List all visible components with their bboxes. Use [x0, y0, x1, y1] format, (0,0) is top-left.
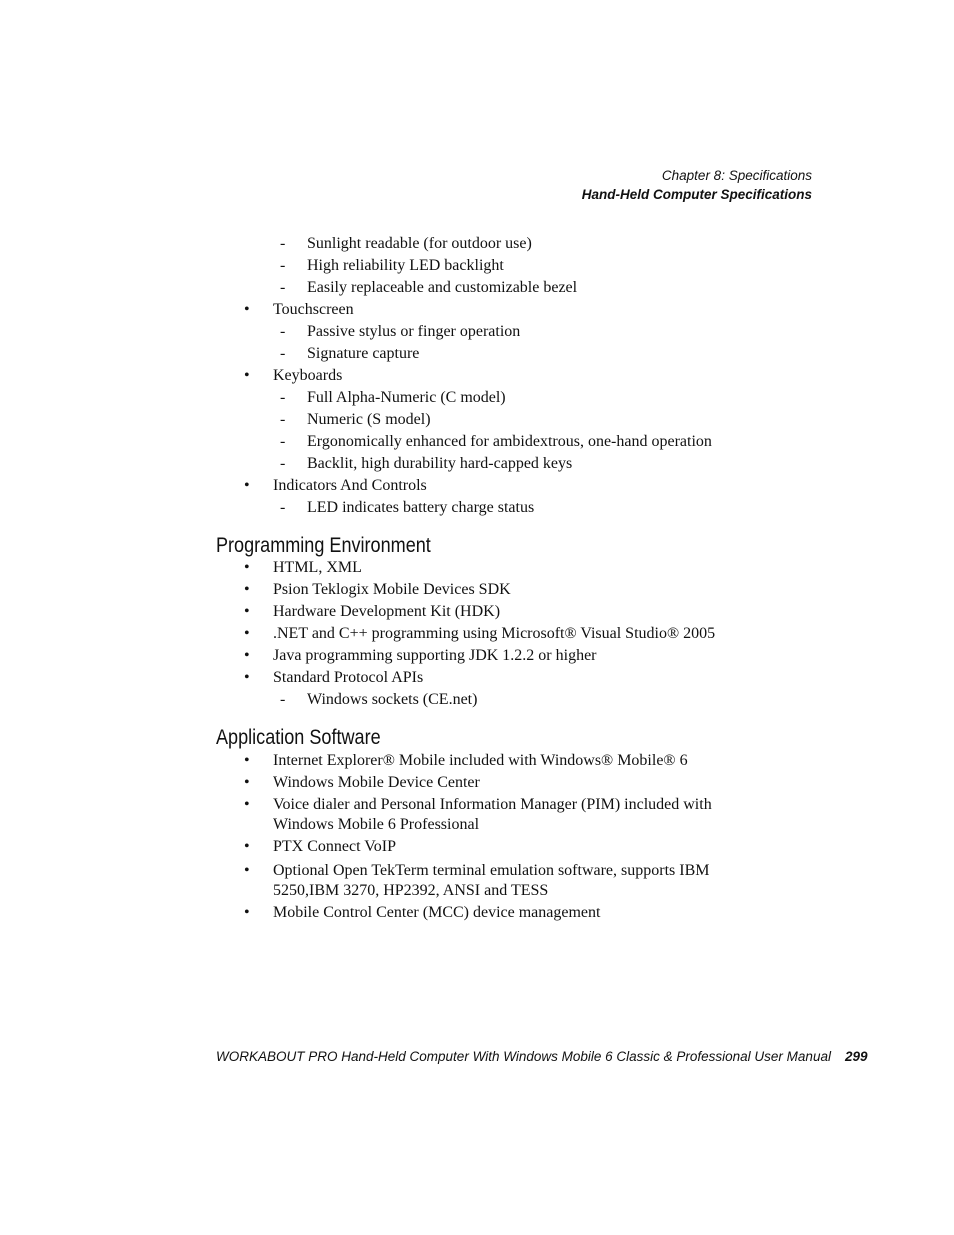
list-item: • Optional Open TekTerm terminal emulation software, supports IBM 5250,IBM 3270, HP2392, ANSI and TESS — [0, 861, 954, 901]
list-item-keyboards: • Keyboards — [0, 366, 954, 386]
page-content — [0, 232, 954, 923]
section-heading-application: Application Software — [216, 726, 381, 749]
list-item: - Full Alpha-Numeric (C model) — [0, 388, 954, 408]
list-item-touchscreen: • Touchscreen — [0, 300, 954, 320]
list-item: - High reliability LED backlight — [0, 256, 954, 276]
list-item: • Hardware Development Kit (HDK) — [0, 602, 954, 622]
list-item: • Java programming supporting JDK 1.2.2 or higher — [0, 646, 954, 666]
list-item: • Windows Mobile Device Center — [0, 773, 954, 793]
list-item-indicators: • Indicators And Controls — [0, 476, 954, 496]
list-item: - Numeric (S model) — [0, 410, 954, 430]
section-heading-programming: Programming Environment — [216, 534, 431, 557]
section-label: Hand-Held Computer Specifications — [581, 187, 812, 202]
list-item: • PTX Connect VoIP — [0, 837, 954, 857]
list-item: • Mobile Control Center (MCC) device management — [0, 903, 954, 923]
page-number: 299 — [844, 1049, 868, 1064]
list-item: • Standard Protocol APIs — [0, 668, 954, 688]
list-item: • Psion Teklogix Mobile Devices SDK — [0, 580, 954, 600]
running-footer — [216, 1048, 868, 1066]
list-item: - Sunlight readable (for outdoor use) — [0, 234, 954, 254]
list-item: • Internet Explorer® Mobile included with Windows® Mobile® 6 — [0, 751, 954, 771]
list-item: - Easily replaceable and customizable bezel — [0, 278, 954, 298]
list-item: - LED indicates battery charge status — [0, 498, 954, 518]
list-item: - Ergonomically enhanced for ambidextrous, one-hand operation — [0, 432, 954, 452]
list-item: - Backlit, high durability hard-capped keys — [0, 454, 954, 474]
list-item: - Windows sockets (CE.net) — [0, 690, 954, 710]
list-item: • .NET and C++ programming using Microsoft® Visual Studio® 2005 — [0, 624, 954, 644]
list-item: - Passive stylus or finger operation — [0, 322, 954, 342]
list-item: • HTML, XML — [0, 558, 954, 578]
manual-title: WORKABOUT PRO Hand-Held Computer With Windows Mobile 6 Classic & Professional User Manual — [216, 1049, 831, 1064]
list-item: • Voice dialer and Personal Information Manager (PIM) included with Windows Mobile 6 Professional — [0, 795, 954, 835]
running-header — [582, 166, 812, 204]
list-item: - Signature capture — [0, 344, 954, 364]
chapter-label: Chapter 8: Specifications — [661, 168, 812, 183]
